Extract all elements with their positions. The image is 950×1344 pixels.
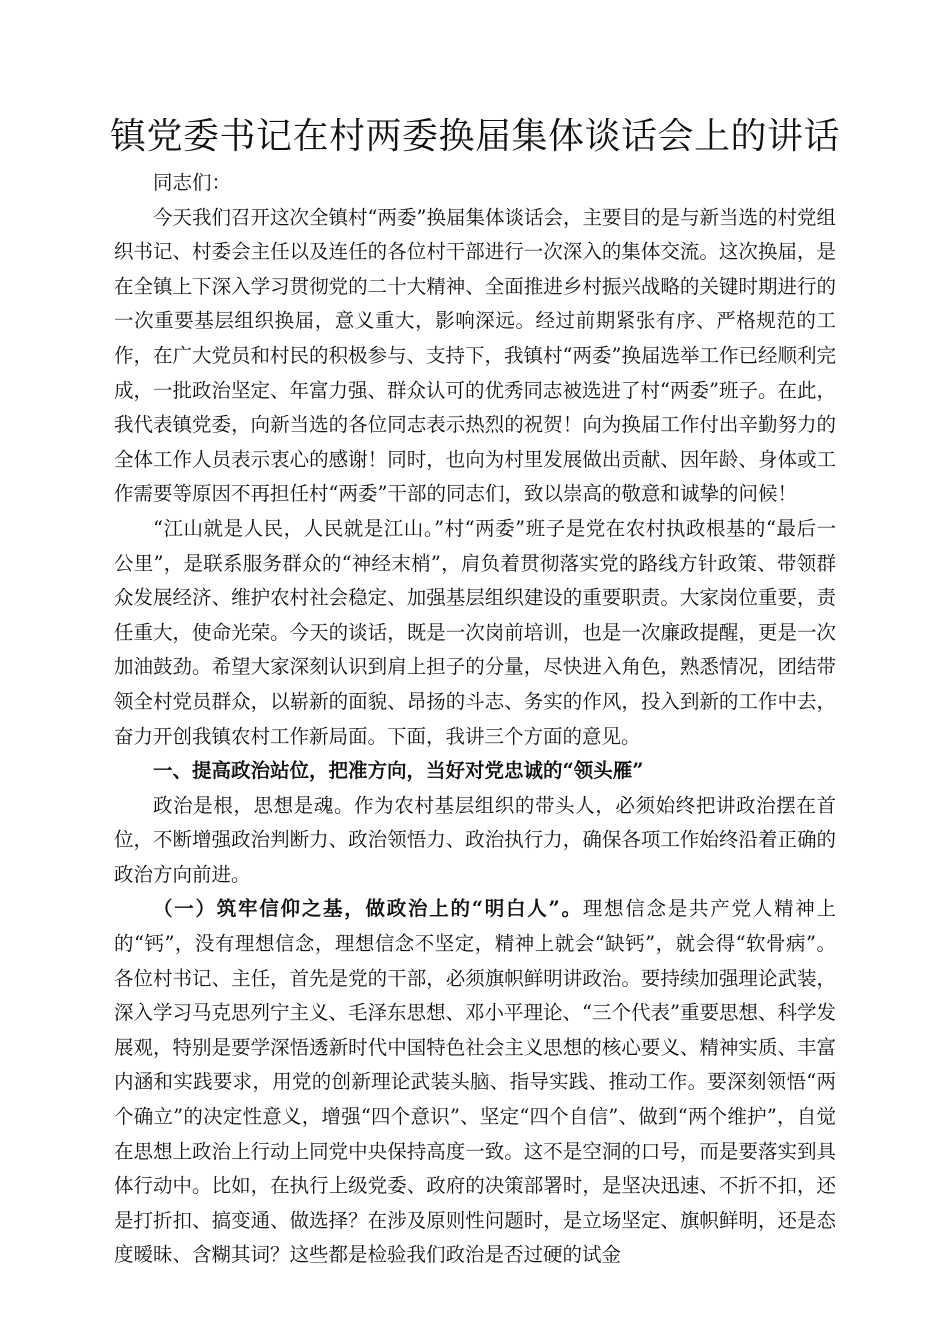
paragraph-section-1-intro: 政治是根，思想是魂。作为农村基层组织的带头人，必须始终把讲政治摆在首位，不断增强政治判断力、政治领悟力、政治执行力，确保各项工作始终沿着正确的政治方向前进。 bbox=[114, 793, 836, 886]
subsection-1-text: 理想信念是共产党人精神上的“钙”，没有理想信念，理想信念不坚定，精神上就会“缺钙”，就会得“软骨病”。各位村书记、主任，首先是党的干部，必须旗帜鲜明讲政治。要持续加强理论武装，深入学习马克思列宁主义、毛泽东思想、邓小平理论、“三个代表”重要思想、科学发展观，特别是要学深悟透新时代中国特色社会主义思想的核心要义、精神实质、丰富内涵和实践要求，用党的创新理论武装头脑、指导实践、推动工作。要深刻领悟“两个确立”的决定性意义，增强“四个意识”、坚定“四个自信”、做到“两个维护”，自觉在思想上政治上行动上同党中央保持高度一致。这不是空洞的口号，而是要落实到具体行动中。比如，在执行上级党委、政府的决策部署时，是坚决迅速、不折不扣，还是打折扣、搞变通、做选择？在涉及原则性问题时，是立场坚定、旗帜鲜明，还是态度暧昧、含糊其词？这些都是检验我们政治是否过硬的试金 bbox=[114, 897, 836, 1267]
subsection-heading-1: （一）筑牢信仰之基，做政治上的“明白人”。 bbox=[153, 897, 583, 921]
document-body bbox=[114, 166, 836, 1273]
paragraph-subsection-1 bbox=[114, 892, 836, 1273]
section-heading-1: 一、提高政治站位，把准方向，当好对党忠诚的“领头雁” bbox=[153, 759, 644, 783]
document-title: 镇党委书记在村两委换届集体谈话会上的讲话 bbox=[109, 116, 840, 157]
salutation: 同志们： bbox=[153, 171, 232, 194]
paragraph-opening: 今天我们召开这次全镇村“两委”换届集体谈话会，主要目的是与新当选的村党组织书记、村委会主任以及连任的各位村干部进行一次深入的集体交流。这次换届，是在全镇上下深入学习贯彻党的二十大精神、全面推进乡村振兴战略的关键时期进行的一次重要基层组织换届，意义重大，影响深远。经过前期紧张有序、严格规范的工作，在广大党员和村民的积极参与、支持下，我镇村“两委”换届选举工作已经顺利完成，一批政治坚定、年富力强、群众认可的优秀同志被选进了村“两委”班子。在此，我代表镇党委，向新当选的各位同志表示热烈的祝贺！向为换届工作付出辛勤努力的全体工作人员表示衷心的感谢！同时，也向为村里发展做出贡献、因年龄、身体或工作需要等原因不再担任村“两委”干部的同志们，致以崇高的敬意和诚挚的问候！ bbox=[114, 205, 836, 506]
paragraph-context: “江山就是人民，人民就是江山。”村“两委”班子是党在农村执政根基的“最后一公里”，是联系服务群众的“神经末梢”，肩负着贯彻落实党的路线方针政策、带领群众发展经济、维护农村社会稳定、加强基层组织建设的重要职责。大家岗位重要，责任重大，使命光荣。今天的谈话，既是一次岗前培训，也是一次廉政提醒，更是一次加油鼓劲。希望大家深刻认识到肩上担子的分量，尽快进入角色，熟悉情况，团结带领全村党员群众，以崭新的面貌、昂扬的斗志、务实的作风，投入到新的工作中去，奋力开创我镇农村工作新局面。下面，我讲三个方面的意见。 bbox=[114, 516, 836, 748]
